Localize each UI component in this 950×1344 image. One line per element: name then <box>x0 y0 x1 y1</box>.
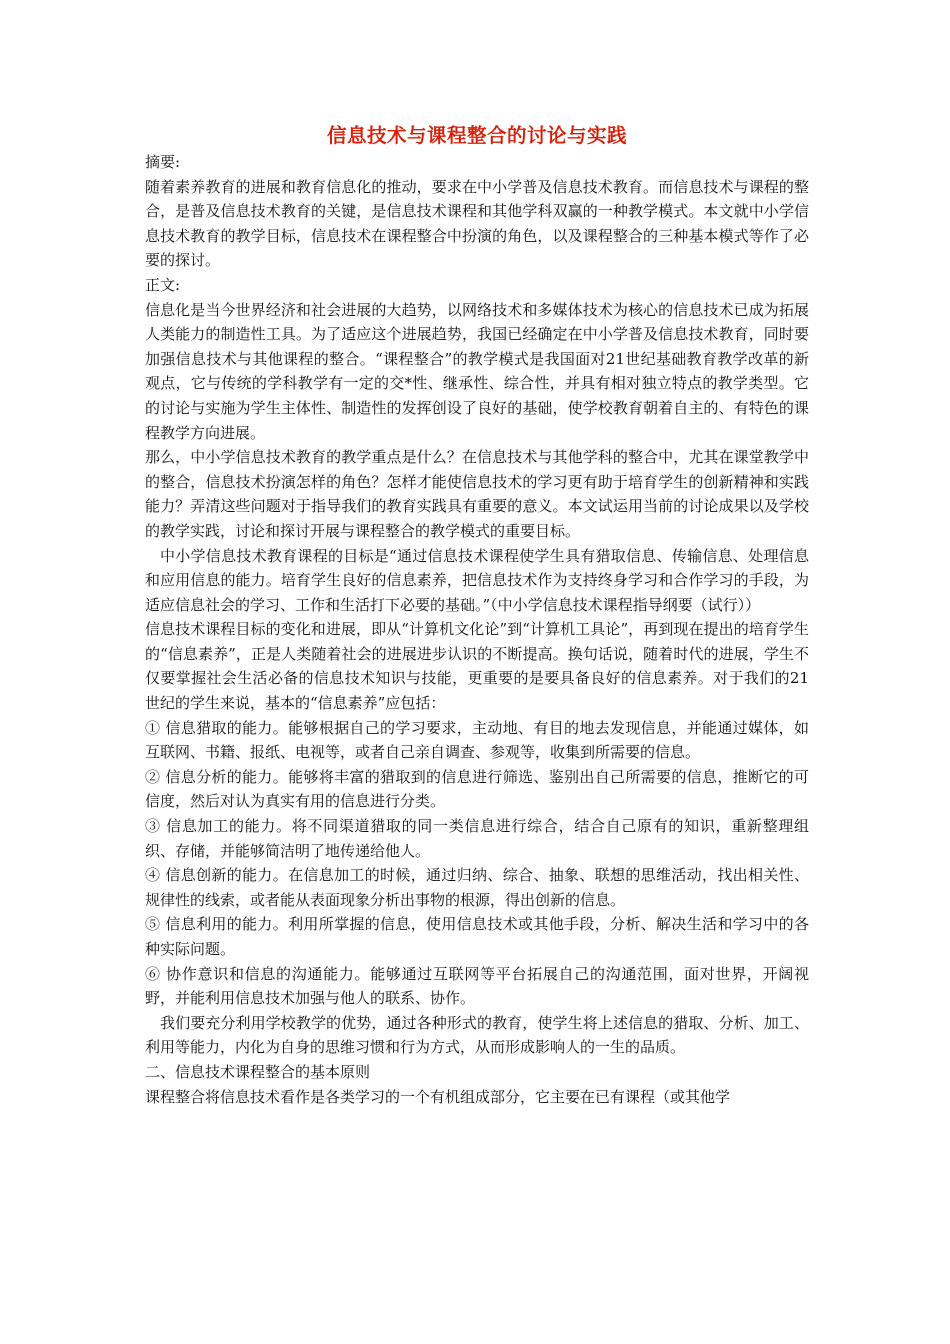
body-paragraph: 我们要充分利用学校教学的优势，通过各种形式的教育，使学生将上述信息的猎取、分析、加工、利用等能力，内化为自身的思维习惯和行为方式，从而形成影响人的一生的品质。 <box>145 1013 809 1057</box>
body-paragraph: 中小学信息技术教育课程的目标是“通过信息技术课程使学生具有猎取信息、传输信息、处理信息和应用信息的能力。培育学生良好的信息素养，把信息技术作为支持终身学习和合作学习的手段，为适应信息社会的学习、工作和生活打下必要的基础。”（中小学信息技术课程指导纲要（试行）） <box>145 546 809 614</box>
list-item: ① 信息猎取的能力。能够根据自己的学习要求，主动地、有目的地去发现信息，并能通过媒体，如互联网、书籍、报纸、电视等，或者自己亲自调查、参观等，收集到所需要的信息。 <box>145 718 809 762</box>
body-paragraph: 信息化是当今世界经济和社会进展的大趋势，以网络技术和多媒体技术为核心的信息技术已成为拓展人类能力的制造性工具。为了适应这个进展趋势，我国已经确定在中小学普及信息技术教育，同时要加强信息技术与其他课程的整合。“课程整合”的教学模式是我国面对21世纪基础教育教学改革的新观点，它与传统的学科教学有一定的交*性、继承性、综合性，并具有相对独立特点的教学类型。它的讨论与实施为学生主体性、制造性的发挥创设了良好的基础，使学校教育朝着自主的、有特色的课程教学方向进展。 <box>145 300 809 442</box>
list-item: ⑥ 协作意识和信息的沟通能力。能够通过互联网等平台拓展自己的沟通范围，面对世界，开阔视野，并能利用信息技术加强与他人的联系、协作。 <box>145 964 809 1008</box>
body-paragraph: 课程整合将信息技术看作是各类学习的一个有机组成部分，它主要在已有课程（或其他学 <box>145 1087 731 1106</box>
document-title: 信息技术与课程整合的讨论与实践 <box>326 124 627 147</box>
abstract-paragraph: 随着素养教育的进展和教育信息化的推动，要求在中小学普及信息技术教育。而信息技术与课程的整合，是普及信息技术教育的关键，是信息技术课程和其他学科双赢的一种教学模式。本文就中小学信息技术教育的教学目标，信息技术在课程整合中扮演的角色，以及课程整合的三种基本模式等作了必要的探讨。 <box>145 177 809 270</box>
body-paragraph: 那么，中小学信息技术教育的教学重点是什么？在信息技术与其他学科的整合中，尤其在课堂教学中的整合，信息技术扮演怎样的角色？怎样才能使信息技术的学习更有助于培育学生的创新精神和实践能力？弄清这些问题对于指导我们的教育实践具有重要的意义。本文试运用当前的讨论成果以及学校的教学实践，讨论和探讨开展与课程整合的教学模式的重要目标。 <box>145 448 809 540</box>
list-item: ⑤ 信息利用的能力。利用所掌握的信息，使用信息技术或其他手段，分析、解决生活和学习中的各种实际问题。 <box>145 915 809 958</box>
document-body <box>145 150 809 1109</box>
section-heading: 二、信息技术课程整合的基本原则 <box>145 1062 371 1081</box>
list-item: ② 信息分析的能力。能够将丰富的猎取到的信息进行筛选、鉴别出自己所需要的信息，推断它的可信度，然后对认为真实有用的信息进行分类。 <box>145 767 809 811</box>
body-heading: 正文: <box>145 275 181 294</box>
abstract-heading: 摘要: <box>145 153 181 171</box>
body-paragraph: 信息技术课程目标的变化和进展，即从“计算机文化论”到“计算机工具论”，再到现在提出的培育学生的“信息素养”，正是人类随着社会的进展进步认识的不断提高。换句话说，随着时代的进展，学生不仅要掌握社会生活必备的信息技术知识与技能，更重要的是要具备良好的信息素养。对于我们的21世纪的学生来说，基本的“信息素养”应包括： <box>145 620 809 713</box>
list-item: ④ 信息创新的能力。在信息加工的时候，通过归纳、综合、抽象、联想的思维活动，找出相关性、规律性的线索，或者能从表面现象分析出事物的根源，得出创新的信息。 <box>145 866 809 909</box>
list-item: ③ 信息加工的能力。将不同渠道猎取的同一类信息进行综合，结合自己原有的知识，重新整理组织、存储，并能够简洁明了地传递给他人。 <box>145 817 809 860</box>
